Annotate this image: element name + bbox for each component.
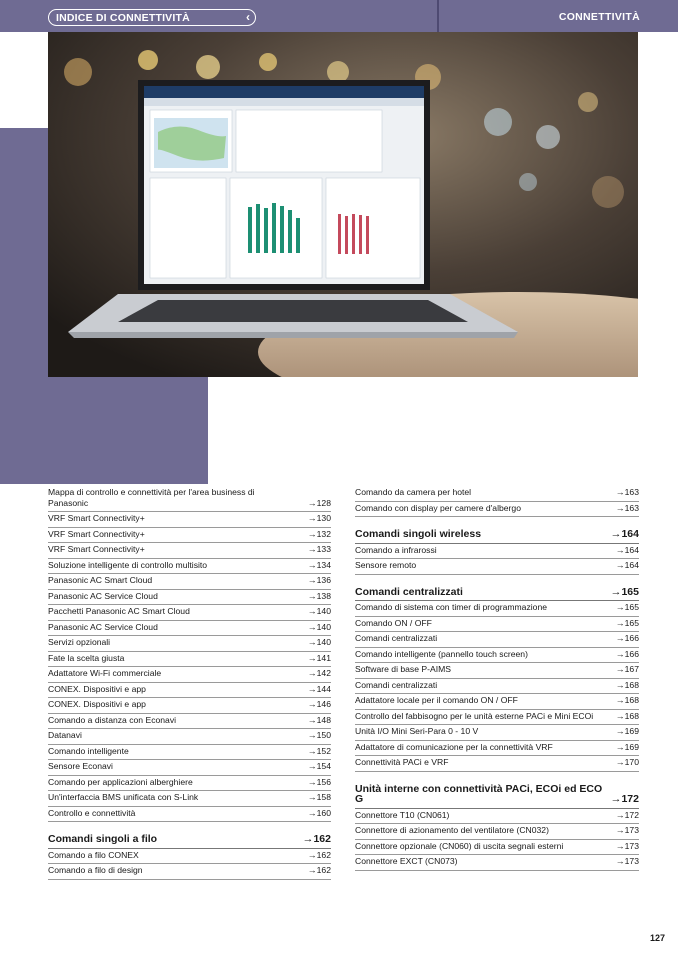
toc-entry[interactable] [355,694,639,710]
arrow-right-icon: → [615,710,625,721]
toc-entry-label: Fate la scelta giusta [48,652,125,663]
toc-entry[interactable] [48,760,331,776]
toc-entry-label: Connettore opzionale (CN060) di uscita segnali esterni [355,840,564,851]
toc-entry[interactable] [48,652,331,668]
toc-page-number: 172 [624,809,639,820]
toc-page-ref [616,633,639,644]
toc-page-ref [308,777,331,788]
toc-entry-label: Controllo e connettività [48,807,136,818]
toc-entry[interactable] [48,729,331,745]
toc-page-number: 162 [313,833,331,845]
arrow-right-icon: → [615,825,625,835]
arrow-right-icon: → [307,745,317,756]
toc-page-ref [308,668,331,679]
toc-page-number: 173 [624,856,639,866]
toc-entry[interactable] [48,745,331,761]
toc-entry[interactable] [48,621,331,637]
toc-page-number: 165 [624,602,639,612]
toc-page-ref [610,587,639,598]
toc-entry[interactable] [48,486,331,512]
toc-page-ref [616,695,639,706]
index-nav-button[interactable] [48,9,256,26]
toc-page-ref [308,746,331,757]
arrow-right-icon: → [615,633,625,643]
arrow-right-icon: → [615,664,625,674]
arrow-right-icon: → [307,575,317,585]
toc-entry-label: Sensore Econavi [48,761,113,771]
arrow-right-icon: → [615,617,625,628]
arrow-right-icon: → [615,726,625,736]
toc-entry-label: Comando di sistema con timer di programmazione [355,602,548,612]
toc-page-ref [616,618,639,629]
toc-entry-label: Comando a distanza con Econavi [48,714,177,725]
toc-page-number: 142 [316,668,331,678]
toc-entry-label: Comando a infrarossi [355,544,437,555]
toc-page-ref [308,761,331,772]
toc-page-number: 133 [316,544,331,554]
toc-entry-label: Controllo del fabbisogno per le unità esterne PACi e Mini ECOi [355,710,594,721]
toc-page-number: 164 [624,560,639,570]
toc-page-number: 173 [624,840,639,851]
toc-page-ref [308,792,331,803]
toc-entry[interactable] [355,559,639,575]
toc-entry[interactable] [355,809,639,825]
toc-page-ref [308,715,331,726]
toc-page-number: 163 [624,487,639,497]
toc-page-number: 166 [624,648,639,659]
toc-left-column [48,486,331,880]
toc-page-ref [308,560,331,571]
toc-entry[interactable] [48,543,331,559]
toc-entry-label: Comandi centralizzati [355,679,438,690]
toc-entry-label: Comandi singoli wireless [355,528,482,540]
toc-heading[interactable] [355,575,639,602]
toc-entry-label: Unità interne con connettività PACi, ECOi ed ECO G [355,782,603,805]
toc-entry-label: Connettività PACi e VRF [355,757,449,767]
toc-entry[interactable] [48,807,331,823]
toc-page-number: 146 [316,699,331,709]
toc-entry-label: Adattatore Wi-Fi commerciale [48,668,162,678]
arrow-right-icon: → [307,730,317,740]
toc-entry[interactable] [355,741,639,757]
toc-entry[interactable] [355,601,639,617]
toc-page-ref [616,560,639,571]
toc-page-number: 166 [624,633,639,643]
toc-entry[interactable] [48,849,331,865]
toc-entry[interactable] [355,544,639,560]
toc-page-ref [308,498,331,509]
arrow-right-icon: → [615,757,625,767]
toc-entry-label: Comando intelligente (pannello touch screen) [355,648,528,659]
arrow-right-icon: → [615,648,625,659]
toc-entry[interactable] [48,698,331,714]
toc-right-column [355,486,639,871]
toc-page-ref [308,730,331,741]
arrow-right-icon: → [615,487,625,497]
toc-entry[interactable] [48,574,331,590]
toc-heading[interactable] [48,822,331,849]
toc-page-ref [616,711,639,722]
toc-entry-label: Comandi singoli a filo [48,833,158,845]
page-number: 127 [649,933,665,943]
toc-page-ref [308,653,331,664]
toc-page-number: 160 [316,807,331,818]
toc-entry-label: Servizi opzionali [48,637,111,647]
arrow-right-icon: → [307,528,317,539]
toc-page-ref [308,529,331,540]
arrow-right-icon: → [615,809,625,820]
toc-page-ref [616,649,639,660]
arrow-right-icon: → [307,761,317,771]
toc-page-ref [610,529,639,540]
arrow-right-icon: → [307,652,317,663]
toc-page-ref [308,808,331,819]
toc-page-number: 130 [316,513,331,523]
toc-page-ref [616,503,639,514]
toc-page-ref [616,726,639,737]
toc-page-ref [308,699,331,710]
toc-page-ref [616,841,639,852]
toc-entry[interactable] [355,756,639,772]
toc-page-number: 136 [316,575,331,585]
toc-entry[interactable] [48,791,331,807]
toc-page-ref [616,856,639,867]
toc-page-number: 169 [624,741,639,752]
toc-entry-label: Panasonic AC Service Cloud [48,590,158,601]
arrow-right-icon: → [615,560,625,570]
toc-entry[interactable] [48,559,331,575]
toc-entry-label: Comando ON / OFF [355,617,432,628]
toc-entry[interactable] [48,636,331,652]
toc-entry-label: CONEX. Dispositivi e app [48,683,146,694]
toc-entry-label: Comandi centralizzati [355,585,463,598]
toc-entry[interactable] [355,632,639,648]
toc-page-number: 140 [316,637,331,647]
arrow-right-icon: → [307,849,317,860]
toc-page-ref [308,513,331,524]
toc-page-number: 167 [624,664,639,674]
arrow-right-icon: → [307,792,317,802]
chevron-left-icon[interactable]: ‹ [246,10,250,24]
toc-page-number: 169 [624,726,639,736]
arrow-right-icon: → [307,606,317,616]
toc-entry-label: Comando per applicazioni alberghiere [48,776,193,787]
arrow-right-icon: → [307,590,317,601]
toc-entry-label: Software di base P-AIMS [355,664,452,674]
toc-entry-label: Datanavi [48,730,82,740]
toc-entry-label: Adattatore di comunicazione per la connettività VRF [355,741,553,752]
toc-entry-label: Panasonic AC Service Cloud [48,621,158,632]
toc-entry[interactable] [355,486,639,502]
toc-page-number: 140 [316,606,331,616]
toc-page-ref [610,794,639,805]
header-divider [437,0,439,32]
arrow-right-icon: → [610,793,622,805]
toc-entry-label: Comando con display per camere d'albergo [355,502,521,513]
toc-entry[interactable] [48,667,331,683]
toc-entry[interactable] [48,683,331,699]
arrow-right-icon: → [302,833,314,845]
toc-page-ref [616,680,639,691]
toc-page-ref [616,742,639,753]
toc-entry[interactable] [355,648,639,664]
toc-entry-label: VRF Smart Connectivity+ [48,528,145,539]
arrow-right-icon: → [307,776,317,787]
arrow-right-icon: → [307,807,317,818]
toc-entry[interactable] [355,679,639,695]
toc-page-ref [308,575,331,586]
toc-entry-label: VRF Smart Connectivity+ [48,544,145,554]
toc-entry-label: Comando a filo CONEX [48,849,139,860]
toc-page-ref [302,834,331,845]
toc-page-ref [308,591,331,602]
toc-page-number: 141 [316,652,331,663]
arrow-right-icon: → [615,695,625,705]
arrow-right-icon: → [610,528,622,540]
toc-entry[interactable] [355,840,639,856]
toc-entry-label: Panasonic AC Smart Cloud [48,575,153,585]
toc-entry[interactable] [48,605,331,621]
toc-page-ref [616,825,639,836]
toc-entry[interactable] [355,502,639,518]
arrow-right-icon: → [307,865,317,875]
toc-page-number: 134 [316,559,331,570]
toc-entry[interactable] [48,864,331,880]
toc-page-number: 165 [624,617,639,628]
arrow-right-icon: → [307,637,317,647]
toc-entry[interactable] [48,512,331,528]
toc-page-number: 156 [316,776,331,787]
section-title: CONNETTIVITÀ [558,11,640,23]
toc-entry[interactable] [355,617,639,633]
toc-page-ref [308,606,331,617]
toc-entry[interactable] [48,528,331,544]
toc-entry-label: Un'interfaccia BMS unificata con S-Link [48,792,199,802]
arrow-right-icon: → [307,683,317,694]
arrow-right-icon: → [615,741,625,752]
toc-page-number: 148 [316,714,331,725]
arrow-right-icon: → [615,544,625,555]
toc-entry-label: Unità I/O Mini Seri-Para 0 - 10 V [355,726,479,736]
toc-page-number: 165 [621,585,639,598]
toc-page-number: 170 [624,757,639,767]
toc-entry-label: Connettore EXCT (CN073) [355,856,458,866]
toc-page-ref [616,664,639,675]
toc-entry-label: Pacchetti Panasonic AC Smart Cloud [48,606,190,616]
arrow-right-icon: → [307,497,317,508]
arrow-right-icon: → [307,513,317,523]
toc-page-number: 164 [624,544,639,555]
toc-page-number: 172 [621,793,639,805]
arrow-right-icon: → [615,502,625,513]
toc-entry-label: Soluzione intelligente di controllo multisito [48,559,208,570]
toc-entry-label: Comandi centralizzati [355,633,438,643]
toc-entry-label: Comando da camera per hotel [355,487,472,497]
toc-page-number: 132 [316,528,331,539]
toc-heading[interactable] [355,517,639,544]
toc-entry-label: Comando a filo di design [48,865,143,875]
toc-page-number: 138 [316,590,331,601]
toc-page-ref [308,684,331,695]
arrow-right-icon: → [615,679,625,690]
toc-page-number: 163 [624,502,639,513]
toc-page-number: 168 [624,710,639,721]
arrow-right-icon: → [610,585,622,598]
toc-page-ref [308,544,331,555]
arrow-right-icon: → [615,840,625,851]
toc-page-number: 173 [624,825,639,835]
toc-page-ref [616,487,639,498]
toc-page-number: 164 [621,528,639,540]
toc-page-number: 154 [316,761,331,771]
toc-entry-label: Sensore remoto [355,560,417,570]
toc-entry-label: Mappa di controllo e connettività per l'area business di Panasonic [48,487,255,508]
toc-entry[interactable] [48,714,331,730]
toc-page-ref [308,850,331,861]
toc-entry[interactable] [48,590,331,606]
toc-page-number: 162 [316,849,331,860]
toc-page-number: 140 [316,621,331,632]
toc-entry[interactable] [355,663,639,679]
toc-page-number: 158 [316,792,331,802]
toc-entry-label: VRF Smart Connectivity+ [48,513,145,523]
toc-page-number: 162 [316,865,331,875]
toc-entry-label: Connettore T10 (CN061) [355,809,450,820]
toc-page-ref [308,637,331,648]
arrow-right-icon: → [307,714,317,725]
toc-page-number: 150 [316,730,331,740]
index-label: INDICE DI CONNETTIVITÀ [56,12,190,24]
toc-entry-label: Connettore di azionamento del ventilatore (CN032) [355,825,549,835]
toc-page-ref [616,757,639,768]
arrow-right-icon: → [307,699,317,709]
toc-page-number: 168 [624,695,639,705]
toc-entry[interactable] [355,824,639,840]
toc-page-ref [308,622,331,633]
toc-page-number: 144 [316,683,331,694]
toc-entry[interactable] [355,725,639,741]
arrow-right-icon: → [615,856,625,866]
arrow-right-icon: → [615,602,625,612]
toc-entry-label: Adattatore locale per il comando ON / OFF [355,695,518,705]
toc-page-ref [616,810,639,821]
toc-heading[interactable] [355,772,639,809]
toc-page-number: 128 [316,497,331,508]
laptop-photo [48,32,638,377]
arrow-right-icon: → [307,544,317,554]
toc-entry-label: CONEX. Dispositivi e app [48,699,146,709]
toc-entry-label: Comando intelligente [48,745,129,756]
toc-page-number: 152 [316,745,331,756]
arrow-right-icon: → [307,621,317,632]
toc-entry[interactable] [355,710,639,726]
arrow-right-icon: → [307,668,317,678]
toc-page-ref [308,865,331,876]
toc-page-ref [616,602,639,613]
toc-entry[interactable] [48,776,331,792]
arrow-right-icon: → [307,559,317,570]
toc-page-number: 168 [624,679,639,690]
header-bar [0,0,678,32]
toc-entry[interactable] [355,855,639,871]
toc-page-ref [616,545,639,556]
